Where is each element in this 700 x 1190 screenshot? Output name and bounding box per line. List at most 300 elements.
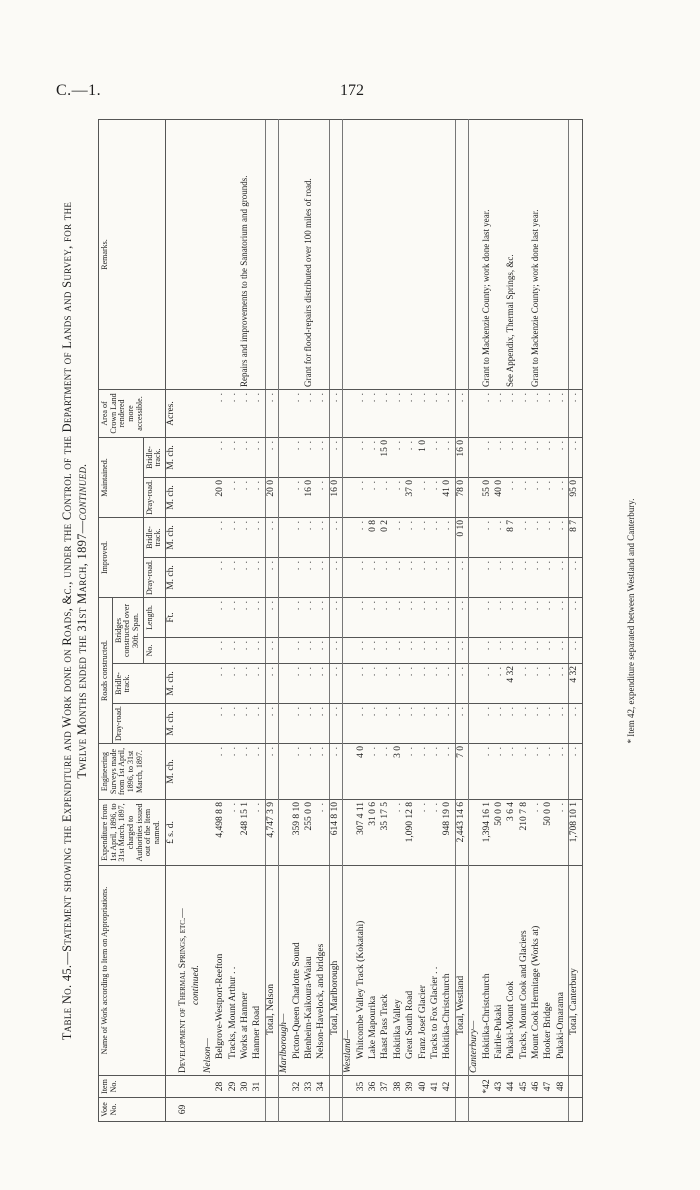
imp-bridle-cell [203, 517, 215, 557]
imp-dray-cell: . . [304, 558, 316, 598]
maint-dray-cell: . . [356, 477, 368, 517]
maint-dray-cell: 37 0 [405, 477, 417, 517]
report-code: C.—1. [56, 82, 102, 99]
bridges-no-cell: . . [418, 638, 430, 664]
header-imp-dray: Dray-road. [143, 558, 165, 598]
name-cell: Nelson— [203, 866, 215, 1076]
header-imp-bridle: Bridle-track. [143, 517, 165, 557]
header-bridges: Bridges constructed over 30ft. Span. [112, 598, 143, 664]
imp-bridle-cell: . . [228, 517, 240, 557]
vote-cell [343, 1098, 356, 1122]
table-row [506, 119, 518, 1121]
rc-bridle-cell: . . [265, 664, 278, 704]
maint-dray-cell [343, 477, 356, 517]
item-cell: 28 [215, 1076, 227, 1098]
rc-dray-cell: . . [455, 704, 468, 744]
table-row [380, 119, 392, 1121]
item-cell: 32 [292, 1076, 304, 1098]
remarks-cell [178, 119, 190, 389]
bridges-no-cell: . . [215, 638, 227, 664]
item-cell: 31 [252, 1076, 265, 1098]
imp-dray-cell: . . [543, 558, 555, 598]
total-row [265, 119, 278, 1121]
surveys-cell: . . [506, 744, 518, 800]
expenditure-cell: 50 0 0 [543, 800, 555, 866]
imp-dray-cell: . . [418, 558, 430, 598]
vote-cell [191, 1098, 203, 1122]
vote-cell [329, 1098, 342, 1122]
name-cell: Pukaki-Mount Cook [506, 866, 518, 1076]
rc-bridle-cell [191, 664, 203, 704]
name-cell: Total, Nelson [265, 866, 278, 1076]
section-row [203, 119, 215, 1121]
maint-dray-cell: . . [519, 477, 531, 517]
vote-cell [316, 1098, 329, 1122]
expenditure-cell: . . [556, 800, 569, 866]
bridges-length-cell [203, 598, 215, 638]
rc-bridle-cell: . . [494, 664, 506, 704]
maint-dray-cell [469, 477, 482, 517]
name-cell: Tracks to Fox Glacier . . [430, 866, 442, 1076]
area-cell: . . [519, 389, 531, 437]
maint-dray-cell: 40 0 [494, 477, 506, 517]
surveys-cell [191, 744, 203, 800]
name-cell: Nelson-Havelock, and bridges [316, 866, 329, 1076]
area-cell: . . [405, 389, 417, 437]
header-vote: Vote No. [99, 1098, 166, 1122]
area-cell: . . [265, 389, 278, 437]
bridges-length-cell: . . [405, 598, 417, 638]
rc-bridle-cell: . . [240, 664, 252, 704]
rc-dray-cell: . . [506, 704, 518, 744]
section-row [469, 119, 482, 1121]
item-cell [191, 1076, 203, 1098]
maint-dray-cell [178, 477, 190, 517]
maint-dray-cell: . . [556, 477, 569, 517]
expenditure-cell: 4,498 8 8 [215, 800, 227, 866]
rotated-table-page [60, 120, 640, 1122]
rc-dray-cell: . . [519, 704, 531, 744]
surveys-cell: . . [240, 744, 252, 800]
vote-cell [506, 1098, 518, 1122]
bridges-no-cell: . . [329, 638, 342, 664]
remarks-cell [356, 119, 368, 389]
area-cell: . . [430, 389, 442, 437]
vote-cell [519, 1098, 531, 1122]
name-cell: Works at Hanmer [240, 866, 252, 1076]
rc-dray-cell: . . [215, 704, 227, 744]
remarks-cell: Grant to Mackenzie County; work done last year. [482, 119, 494, 389]
bridges-length-cell: . . [543, 598, 555, 638]
maint-bridle-cell: . . [292, 437, 304, 477]
item-cell: 46 [531, 1076, 543, 1098]
surveys-cell: . . [430, 744, 442, 800]
maint-bridle-cell: 16 0 [455, 437, 468, 477]
table-row [252, 119, 265, 1121]
name-cell: Franz Josef Glacier [418, 866, 430, 1076]
rc-bridle-cell [279, 664, 292, 704]
maint-bridle-cell: . . [228, 437, 240, 477]
maint-dray-cell: . . [506, 477, 518, 517]
surveys-cell: . . [252, 744, 265, 800]
expenditure-cell: 31 0 6 [368, 800, 380, 866]
bridges-no-cell [191, 638, 203, 664]
item-cell: 30 [240, 1076, 252, 1098]
maint-bridle-cell [203, 437, 215, 477]
item-cell: 42 [442, 1076, 455, 1098]
bridges-no-cell: . . [393, 638, 405, 664]
name-cell: Hooker Bridge [543, 866, 555, 1076]
rc-dray-cell: . . [531, 704, 543, 744]
units-row [165, 119, 178, 1121]
maint-bridle-cell: 15 0 [380, 437, 392, 477]
surveys-cell [279, 744, 292, 800]
item-cell [569, 1076, 582, 1098]
imp-dray-cell: . . [228, 558, 240, 598]
area-cell: . . [442, 389, 455, 437]
maint-dray-cell: 16 0 [329, 477, 342, 517]
expenditure-cell [469, 800, 482, 866]
maint-dray-cell: . . [543, 477, 555, 517]
bridges-length-cell: . . [393, 598, 405, 638]
expenditure-cell: 3 6 4 [506, 800, 518, 866]
expenditure-cell: 4,747 3 9 [265, 800, 278, 866]
imp-bridle-cell: . . [265, 517, 278, 557]
remarks-cell [455, 119, 468, 389]
table-row [240, 119, 252, 1121]
bridges-length-cell: . . [494, 598, 506, 638]
remarks-cell [430, 119, 442, 389]
unit-exp: £ s. d. [165, 800, 178, 866]
total-row [455, 119, 468, 1121]
imp-bridle-cell: 8 7 [569, 517, 582, 557]
unit-acres: Acres. [165, 389, 178, 437]
rc-dray-cell [469, 704, 482, 744]
name-cell: Hokitika-Christchurch [482, 866, 494, 1076]
bridges-no-cell: . . [368, 638, 380, 664]
maint-bridle-cell: . . [543, 437, 555, 477]
bridges-no-cell: . . [265, 638, 278, 664]
section-row [279, 119, 292, 1121]
maint-bridle-cell [191, 437, 203, 477]
rc-dray-cell: . . [240, 704, 252, 744]
unit-surveys: M. ch. [165, 744, 178, 800]
maint-bridle-cell: . . [442, 437, 455, 477]
rc-bridle-cell: . . [304, 664, 316, 704]
imp-bridle-cell: . . [393, 517, 405, 557]
maint-bridle-cell: . . [215, 437, 227, 477]
bridges-length-cell: . . [569, 598, 582, 638]
vote-cell [556, 1098, 569, 1122]
item-cell: 37 [380, 1076, 392, 1098]
table-row [405, 119, 417, 1121]
vote-cell [455, 1098, 468, 1122]
bridges-length-cell [191, 598, 203, 638]
imp-bridle-cell: . . [215, 517, 227, 557]
area-cell: . . [455, 389, 468, 437]
bridges-no-cell: . . [569, 638, 582, 664]
imp-dray-cell: . . [368, 558, 380, 598]
expenditure-cell: 50 0 0 [494, 800, 506, 866]
rc-dray-cell: . . [368, 704, 380, 744]
maint-bridle-cell: . . [506, 437, 518, 477]
item-cell: 38 [393, 1076, 405, 1098]
vote-cell [265, 1098, 278, 1122]
maint-bridle-cell: . . [494, 437, 506, 477]
bridges-no-cell: . . [304, 638, 316, 664]
title-line-2: Twelve Months ended the 31st March, 1897—continued. [74, 463, 89, 779]
maint-dray-cell [203, 477, 215, 517]
bridges-length-cell: . . [356, 598, 368, 638]
vote-cell [292, 1098, 304, 1122]
vote-cell [482, 1098, 494, 1122]
imp-bridle-cell: . . [240, 517, 252, 557]
bridges-no-cell: . . [316, 638, 329, 664]
imp-dray-cell [203, 558, 215, 598]
rc-dray-cell [279, 704, 292, 744]
imp-dray-cell: . . [556, 558, 569, 598]
imp-bridle-cell: 0 2 [380, 517, 392, 557]
vote-cell [203, 1098, 215, 1122]
area-cell: . . [569, 389, 582, 437]
area-cell [343, 389, 356, 437]
imp-dray-cell [469, 558, 482, 598]
imp-bridle-cell: . . [405, 517, 417, 557]
table-row [482, 119, 494, 1121]
maint-dray-cell: . . [316, 477, 329, 517]
maint-dray-cell: 41 0 [442, 477, 455, 517]
surveys-cell: . . [329, 744, 342, 800]
total-row [329, 119, 342, 1121]
expenditure-table [98, 119, 583, 1122]
imp-dray-cell: . . [569, 558, 582, 598]
maint-dray-cell: . . [393, 477, 405, 517]
table-row [393, 119, 405, 1121]
expenditure-cell: 307 4 11 [356, 800, 368, 866]
table-row [178, 119, 190, 1121]
section-row [343, 119, 356, 1121]
rc-bridle-cell: . . [442, 664, 455, 704]
vote-cell [380, 1098, 392, 1122]
surveys-cell [343, 744, 356, 800]
maint-dray-cell: . . [531, 477, 543, 517]
bridges-no-cell: . . [228, 638, 240, 664]
expenditure-cell: 248 15 1 [240, 800, 252, 866]
vote-cell: 69 [178, 1098, 190, 1122]
item-cell: 34 [316, 1076, 329, 1098]
header-name: Name of Work according to Item on Appropriations. [99, 866, 166, 1076]
header-rc-bridle: Bridle-track. [112, 664, 165, 704]
unit-maint-bridle: M. ch. [165, 437, 178, 477]
area-cell: . . [531, 389, 543, 437]
rc-dray-cell: . . [569, 704, 582, 744]
imp-bridle-cell [178, 517, 190, 557]
remarks-cell [556, 119, 569, 389]
item-cell: 44 [506, 1076, 518, 1098]
vote-cell [531, 1098, 543, 1122]
rc-dray-cell [191, 704, 203, 744]
imp-dray-cell: . . [494, 558, 506, 598]
remarks-cell: See Appendix, Thermal Springs, &c. [506, 119, 518, 389]
item-cell [343, 1076, 356, 1098]
rc-dray-cell: . . [494, 704, 506, 744]
area-cell: . . [228, 389, 240, 437]
maint-dray-cell: . . [418, 477, 430, 517]
table-row [442, 119, 455, 1121]
maint-dray-cell: 20 0 [265, 477, 278, 517]
name-cell: Pukaki-Omarama [556, 866, 569, 1076]
table-row [531, 119, 543, 1121]
vote-cell [469, 1098, 482, 1122]
expenditure-cell: 1,394 16 1 [482, 800, 494, 866]
name-cell: continued. [191, 866, 203, 1076]
unit-maint-dray: M. ch. [165, 477, 178, 517]
item-cell: 41 [430, 1076, 442, 1098]
area-cell: . . [356, 389, 368, 437]
surveys-cell: 4 0 [356, 744, 368, 800]
imp-bridle-cell: . . [304, 517, 316, 557]
bridges-length-cell: . . [531, 598, 543, 638]
rc-dray-cell: . . [304, 704, 316, 744]
vote-cell [252, 1098, 265, 1122]
maint-dray-cell: 95 0 [569, 477, 582, 517]
header-bridges-length: Length. [143, 598, 165, 638]
surveys-cell: . . [442, 744, 455, 800]
unit-rc-dray: M. ch. [165, 704, 178, 744]
area-cell: . . [543, 389, 555, 437]
remarks-cell [380, 119, 392, 389]
page-number: 172 [340, 82, 364, 99]
remarks-cell [418, 119, 430, 389]
imp-bridle-cell: . . [252, 517, 265, 557]
imp-dray-cell: . . [482, 558, 494, 598]
name-cell: Westland— [343, 866, 356, 1076]
item-cell: 35 [356, 1076, 368, 1098]
area-cell: . . [393, 389, 405, 437]
bridges-length-cell: . . [556, 598, 569, 638]
maint-bridle-cell: . . [569, 437, 582, 477]
surveys-cell: 7 0 [455, 744, 468, 800]
rc-bridle-cell [178, 664, 190, 704]
imp-dray-cell [178, 558, 190, 598]
unit-imp-bridle: M. ch. [165, 517, 178, 557]
surveys-cell: . . [519, 744, 531, 800]
vote-cell [240, 1098, 252, 1122]
vote-cell [215, 1098, 227, 1122]
name-cell: Total, Westland [455, 866, 468, 1076]
maint-bridle-cell: . . [329, 437, 342, 477]
imp-dray-cell: . . [380, 558, 392, 598]
bridges-no-cell: . . [556, 638, 569, 664]
bridges-length-cell [178, 598, 190, 638]
bridges-length-cell: . . [368, 598, 380, 638]
imp-dray-cell: . . [316, 558, 329, 598]
rc-bridle-cell: . . [430, 664, 442, 704]
expenditure-cell: 1,090 12 8 [405, 800, 417, 866]
bridges-no-cell: . . [292, 638, 304, 664]
item-cell [469, 1076, 482, 1098]
rc-dray-cell: . . [252, 704, 265, 744]
name-cell: Belgrove-Westport-Reefton [215, 866, 227, 1076]
remarks-cell: Grant to Mackenzie County; work done last year. [531, 119, 543, 389]
imp-bridle-cell [469, 517, 482, 557]
rc-dray-cell [203, 704, 215, 744]
remarks-cell [203, 119, 215, 389]
area-cell: . . [482, 389, 494, 437]
expenditure-cell: 35 17 5 [380, 800, 392, 866]
item-cell [279, 1076, 292, 1098]
expenditure-cell: . . [393, 800, 405, 866]
bridges-no-cell: . . [506, 638, 518, 664]
remarks-cell: Repairs and improvements to the Sanatorium and grounds. [240, 119, 252, 389]
remarks-cell [279, 119, 292, 389]
imp-dray-cell: . . [329, 558, 342, 598]
rc-dray-cell [343, 704, 356, 744]
item-cell: 40 [418, 1076, 430, 1098]
table-row [356, 119, 368, 1121]
rc-dray-cell: . . [482, 704, 494, 744]
table-row [543, 119, 555, 1121]
remarks-cell [252, 119, 265, 389]
remarks-cell [393, 119, 405, 389]
header-area: Area of Crown Land rendered more accessible. [99, 389, 166, 437]
rc-bridle-cell: . . [316, 664, 329, 704]
bridges-no-cell [203, 638, 215, 664]
item-cell: 39 [405, 1076, 417, 1098]
maint-bridle-cell [343, 437, 356, 477]
remarks-cell [265, 119, 278, 389]
header-item: Item No. [99, 1076, 166, 1098]
surveys-cell: . . [543, 744, 555, 800]
maint-dray-cell: . . [292, 477, 304, 517]
header-maint-dray: Dray-road. [143, 477, 165, 517]
title-line-1: Table No. 45.—Statement showing the Expenditure and Work done on Roads, &c., under the Control of the Department of Lands and Survey, for the [60, 201, 74, 1041]
maint-bridle-cell [178, 437, 190, 477]
area-cell: . . [380, 389, 392, 437]
expenditure-cell: . . [430, 800, 442, 866]
table-row [191, 119, 203, 1121]
rc-bridle-cell: . . [556, 664, 569, 704]
maint-bridle-cell [469, 437, 482, 477]
bridges-no-cell: . . [455, 638, 468, 664]
imp-bridle-cell: . . [418, 517, 430, 557]
name-cell: Hanmer Road [252, 866, 265, 1076]
bridges-length-cell: . . [240, 598, 252, 638]
expenditure-cell: 359 8 10 [292, 800, 304, 866]
item-cell [178, 1076, 190, 1098]
table-row [430, 119, 442, 1121]
vote-cell [405, 1098, 417, 1122]
expenditure-cell [279, 800, 292, 866]
vote-cell [368, 1098, 380, 1122]
area-cell [178, 389, 190, 437]
area-cell: . . [556, 389, 569, 437]
item-cell: 45 [519, 1076, 531, 1098]
header-bridges-no: No. [143, 638, 165, 664]
remarks-cell [442, 119, 455, 389]
expenditure-cell [191, 800, 203, 866]
remarks-cell [543, 119, 555, 389]
bridges-no-cell: . . [405, 638, 417, 664]
imp-dray-cell: . . [356, 558, 368, 598]
expenditure-cell: 255 0 0 [304, 800, 316, 866]
rc-bridle-cell: . . [368, 664, 380, 704]
bridges-no-cell: . . [543, 638, 555, 664]
imp-bridle-cell: . . [482, 517, 494, 557]
imp-bridle-cell: 8 7 [506, 517, 518, 557]
name-cell: Total, Marlborough [329, 866, 342, 1076]
remarks-cell [368, 119, 380, 389]
